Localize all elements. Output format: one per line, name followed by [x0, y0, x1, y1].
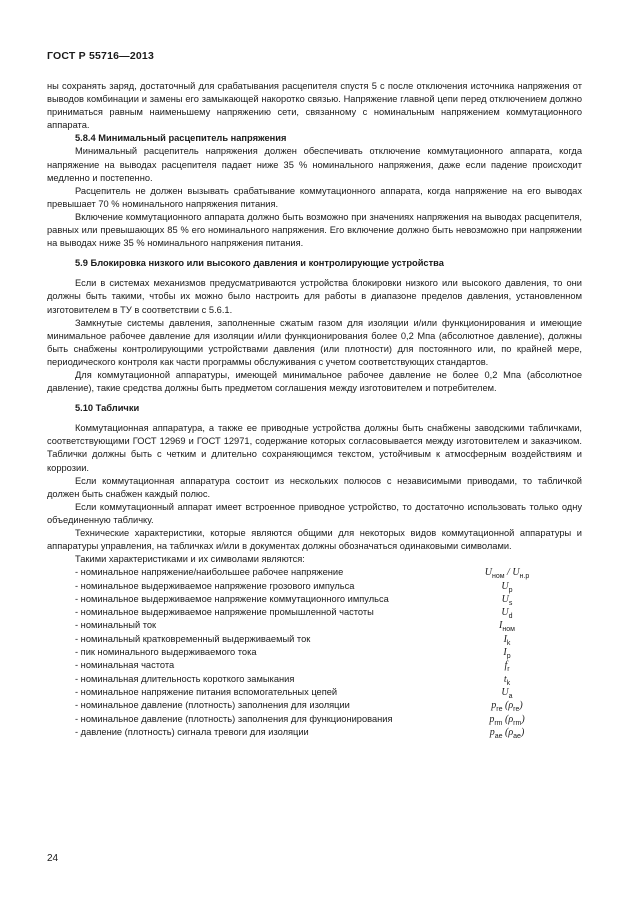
characteristic-label: - номинальная частота: [75, 660, 175, 671]
characteristic-label: - номинальное давление (плотность) заполнения для изоляции: [75, 700, 350, 711]
characteristic-label: - пик номинального выдерживаемого тока: [75, 647, 257, 658]
characteristic-label: - номинальный ток: [75, 620, 157, 631]
characteristic-label: - номинальное напряжение/наибольшее рабочее напряжение: [75, 567, 344, 578]
characteristic-symbol: $U_s$: [501, 593, 513, 607]
characteristic-item: [47, 726, 582, 739]
paragraph: Включение коммутационного аппарата должно быть возможно при значениях напряжения на выводах расцепителя, равных или превышающих 85 % его номинального напряжения. Его включение должно быть невозможно при напряжении на выводах ниже 35 % номинального напряжения питания.: [47, 211, 582, 249]
characteristic-label: - номинальное выдерживаемое напряжение грозового импульса: [75, 580, 355, 591]
characteristic-symbol: $I_p$: [503, 647, 511, 661]
characteristic-item: [47, 713, 582, 726]
characteristics-list: [47, 566, 582, 739]
characteristic-symbol: $U_d$: [501, 607, 513, 621]
paragraph-continued: ны сохранять заряд, достаточный для срабатывания расцепителя спустя 5 с после отключения источника напряжения от выводов комбинации и замены его замыкающей накоротко связью. Напряжение главной цепи перед отключением должно приниматься равным наименьшему напряжению сети, связанному с номинальным напряжением коммутационного аппарата.: [47, 81, 582, 131]
characteristic-label: - номинальное выдерживаемое напряжение коммутационного импульса: [75, 593, 389, 604]
characteristic-item: [47, 633, 582, 646]
paragraph: Минимальный расцепитель напряжения должен обеспечивать отключение коммутационного аппарата, когда напряжение на выводах расцепителя падает ниже 35 % номинального напряжения, даже если падение происходит медленно и постепенно.: [47, 146, 582, 183]
paragraph: Такими характеристиками и их символами являются:: [75, 554, 305, 565]
characteristic-label: - номинальный кратковременный выдерживаемый ток: [75, 633, 311, 644]
characteristic-item: [47, 593, 582, 606]
characteristic-label: - номинальное давление (плотность) заполнения для функционирования: [75, 713, 393, 724]
characteristic-symbol: $U_a$: [501, 686, 513, 700]
paragraph: Технические характеристики, которые являются общими для некоторых видов коммутационной аппаратуры и аппаратуры управления, на табличках и/или в документах должны обозначаться одинаковыми символами.: [47, 528, 582, 552]
characteristic-symbol: $I_{ном}$: [499, 620, 515, 634]
paragraph: Для коммутационной аппаратуры, имеющей минимальное рабочее давление не более 0,2 Мпа (абсолютное давление), такие средства должны быть предметом соглашения между изготовителем и потребителем.: [47, 369, 582, 394]
paragraph: Расцепитель не должен вызывать срабатывание коммутационного аппарата, когда напряжение на его выводах превышает 70 % номинального напряжения питания.: [47, 185, 582, 209]
characteristic-item: [47, 566, 582, 579]
characteristic-item: [47, 646, 582, 659]
characteristic-item: [47, 606, 582, 619]
characteristic-symbol: $p_{re}$ $(\rho_{re})$: [491, 700, 523, 714]
characteristic-label: - номинальное напряжение питания вспомогательных цепей: [75, 686, 338, 697]
paragraph: Если в системах механизмов предусматриваются устройства блокировки низкого или высокого давления, то они должны быть такими, чтобы их можно было настроить для работы в диапазоне пределов давления, установленном изготовителем в ТУ в соответствии с 5.6.1.: [47, 278, 582, 315]
characteristic-symbol: $p_{rm}$ $(\rho_{rm})$: [489, 713, 525, 727]
characteristic-label: - номинальное выдерживаемое напряжение промышленной частоты: [75, 607, 374, 618]
page-number: 24: [47, 853, 59, 864]
characteristic-symbol: $U_p$: [501, 580, 513, 594]
paragraph: Если коммутационный аппарат имеет встроенное приводное устройство, то достаточно использовать только одну объединенную табличку.: [47, 501, 582, 525]
section-heading-5-8-4: 5.8.4 Минимальный расцепитель напряжения: [75, 133, 287, 144]
paragraph: Замкнутые системы давления, заполненные сжатым газом для изоляции и/или функционирования и имеющие минимальное рабочее давление для изоляции и/или функционирования более 0,2 Мпа (абсолютное давление), должны быть снабжены контролирующими устройствами давления (или плотности) для постоянного или, по крайней мере, периодического контроля как части программы обслуживания с учетом соответствующих стандартов.: [47, 317, 582, 367]
characteristic-item: [47, 673, 582, 686]
section-heading-5-10: 5.10 Таблички: [75, 403, 140, 414]
running-header: ГОСТ Р 55716—2013: [47, 50, 155, 62]
characteristic-symbol: $I_k$: [503, 633, 511, 647]
paragraph: Если коммутационная аппаратура состоит из нескольких полюсов с независимыми приводами, то табличкой должен быть снабжен каждый полюс.: [47, 475, 582, 499]
characteristic-item: [47, 619, 582, 632]
characteristic-label: - давление (плотность) сигнала тревоги для изоляции: [75, 726, 309, 737]
characteristic-item: [47, 699, 582, 712]
paragraph: Коммутационная аппаратура, а также ее приводные устройства должны быть снабжены заводскими табличками, соответствующими ГОСТ 12969 и ГОСТ 12971, содержание которых согласовывается между изготовителем и заказчиком. Таблички должны быть с четким и длительно сохраняющимся текстом, устойчивым к атмосферным воздействиям и коррозии.: [47, 423, 582, 473]
characteristic-symbol: $U_{ном} / U_{н.р}$: [484, 567, 530, 581]
characteristic-item: [47, 659, 582, 672]
characteristic-symbol: $t_k$: [503, 673, 511, 687]
characteristic-item: [47, 580, 582, 593]
page-body: [47, 80, 582, 739]
section-heading-5-9: 5.9 Блокировка низкого или высокого давления и контролирующие устройства: [75, 258, 444, 269]
characteristic-item: [47, 686, 582, 699]
characteristic-symbol: $p_{ae}$ $(\rho_{ae})$: [489, 726, 525, 740]
characteristic-label: - номинальная длительность короткого замыкания: [75, 673, 295, 684]
characteristic-symbol: $f_r$: [504, 660, 510, 674]
